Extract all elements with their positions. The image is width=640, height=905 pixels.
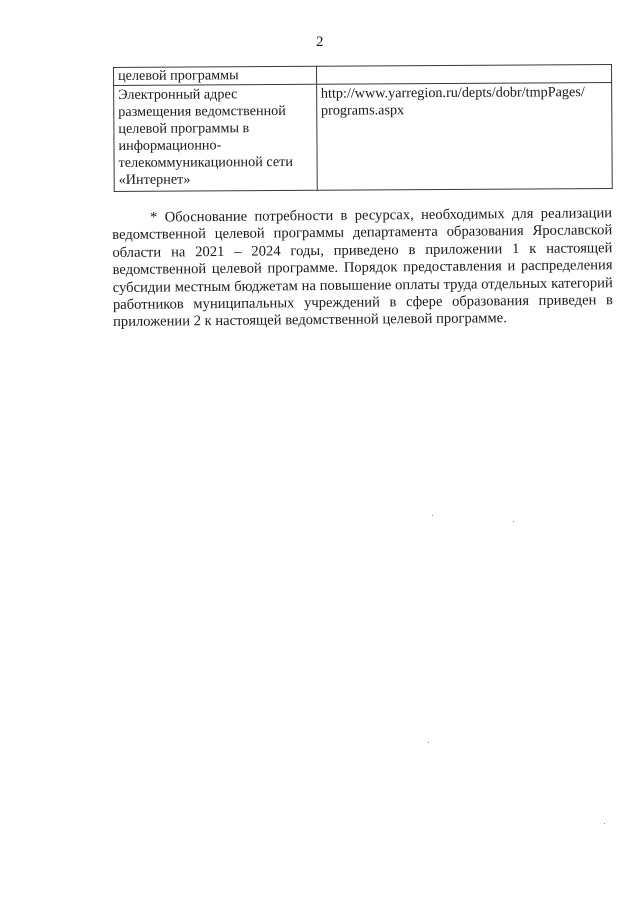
- cell-text-line: целевой программы: [118, 67, 239, 84]
- cell-text-line: телекоммуникационной сети: [118, 153, 293, 171]
- scan-speck: [432, 515, 433, 516]
- program-url-text: http://www.yarregion.ru/depts/dobr/tmpPages/: [320, 84, 585, 102]
- program-passport-table: [113, 64, 613, 192]
- cell-text-line: «Интернет»: [118, 171, 191, 188]
- page-number: 2: [316, 34, 324, 50]
- scan-speck: [428, 742, 429, 743]
- table-cell-value: [316, 82, 612, 190]
- table-cell-label: [114, 84, 317, 191]
- cell-text-line: [321, 65, 607, 67]
- footnote-paragraph: * Обоснование потребности в ресурсах, необходимых для реализации ведомственной целевой программы департамента образования Ярославской области на 2021 – 2024 годы, приведено в приложении 1 к настоящей ведомственной целевой программе. Порядок предоставления и распределения субсидии местным бюджетам на повышение оплаты труда отдельных категорий работников муниципальных учреждений в сфере образования приведен в приложении 2 к настоящей ведомственной целевой программе.: [112, 205, 613, 331]
- scan-speck: [513, 521, 514, 522]
- cell-text-line: размещения ведомственной: [118, 102, 286, 120]
- table-row: [114, 82, 613, 191]
- cell-text-line: Электронный адрес: [118, 86, 238, 103]
- scan-speck: [604, 823, 605, 824]
- cell-text-line: целевой программы в: [118, 120, 250, 137]
- program-url-text: programs.aspx: [320, 102, 405, 119]
- table-cell-value: [316, 64, 611, 84]
- table-cell-label: [114, 66, 317, 85]
- cell-text-line: информационно-: [118, 137, 222, 154]
